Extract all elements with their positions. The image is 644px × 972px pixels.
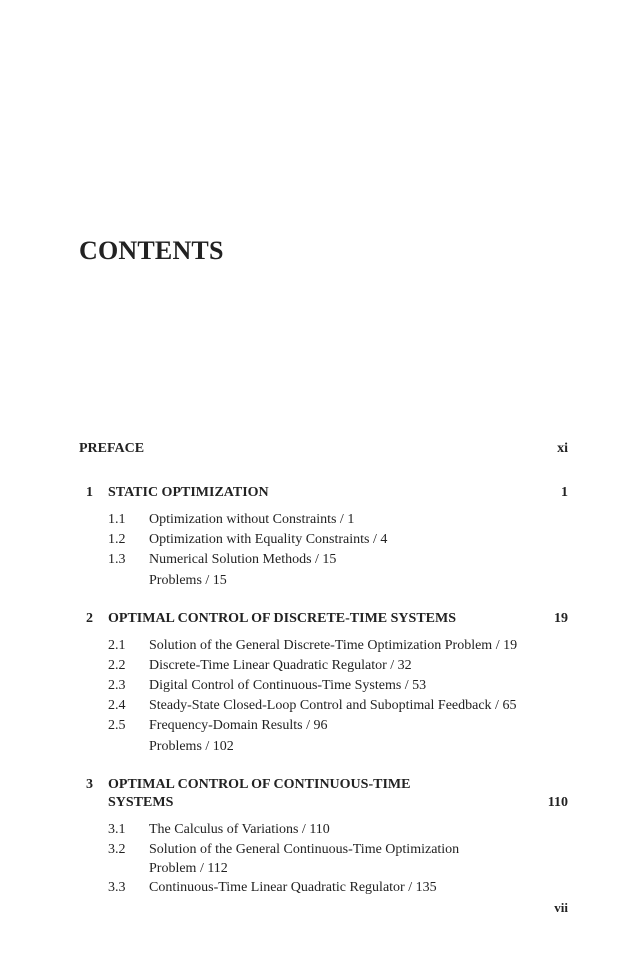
section-title: Frequency-Domain Results / 96 <box>149 718 328 733</box>
preface-entry[interactable] <box>79 439 568 459</box>
chapter-number: 1 <box>86 485 93 500</box>
section-title: Solution of the General Continuous-Time Optimization Problem / 112 <box>149 842 460 876</box>
section-number: 1.3 <box>108 552 126 567</box>
section-number: 2.4 <box>108 698 126 713</box>
chapter-page: 1 <box>561 485 568 500</box>
section-title: Solution of the General Discrete-Time Optimization Problem / 19 <box>149 638 518 653</box>
toc-section-entry[interactable] <box>79 716 568 736</box>
page-title: CONTENTS <box>79 236 224 265</box>
chapter-heading[interactable] <box>79 610 568 628</box>
chapter-page: 19 <box>554 611 568 626</box>
table-of-contents <box>79 439 568 898</box>
section-number: 1.2 <box>108 532 126 547</box>
section-number: 3.1 <box>108 822 126 837</box>
toc-section-entry[interactable] <box>79 676 568 696</box>
chapter-number: 3 <box>86 777 93 792</box>
section-list <box>79 510 568 591</box>
toc-section-entry[interactable] <box>79 840 568 878</box>
toc-section-entry[interactable] <box>79 530 568 550</box>
chapter-1 <box>79 484 568 591</box>
chapter-title: OPTIMAL CONTROL OF CONTINUOUS-TIME SYSTEMS <box>108 777 411 810</box>
section-number: 3.2 <box>108 842 126 857</box>
toc-section-entry[interactable] <box>79 550 568 570</box>
section-title: The Calculus of Variations / 110 <box>149 822 330 837</box>
section-title: Continuous-Time Linear Quadratic Regulator / 135 <box>149 880 437 895</box>
toc-section-entry[interactable] <box>79 878 568 898</box>
preface-page: xi <box>557 441 568 456</box>
chapter-2 <box>79 610 568 757</box>
chapter-title: OPTIMAL CONTROL OF DISCRETE-TIME SYSTEMS <box>108 611 456 626</box>
section-title: Optimization with Equality Constraints / 4 <box>149 532 388 547</box>
chapter-page: 110 <box>547 795 568 810</box>
toc-section-entry[interactable] <box>79 510 568 530</box>
section-list <box>79 820 568 898</box>
toc-section-entry[interactable] <box>79 696 568 716</box>
section-number: 2.3 <box>108 678 126 693</box>
toc-section-entry[interactable] <box>79 636 568 656</box>
toc-section-entry[interactable] <box>79 820 568 840</box>
section-number: 1.1 <box>108 512 126 527</box>
section-number: 3.3 <box>108 880 126 895</box>
section-list <box>79 636 568 757</box>
section-number: 2.2 <box>108 658 126 673</box>
chapter-heading[interactable] <box>79 484 568 502</box>
section-title: Digital Control of Continuous-Time Systems / 53 <box>149 678 427 693</box>
problems-entry[interactable]: Problems / 102 <box>149 739 234 754</box>
section-number: 2.1 <box>108 638 126 653</box>
section-title: Numerical Solution Methods / 15 <box>149 552 337 567</box>
chapter-title: STATIC OPTIMIZATION <box>108 485 269 500</box>
page-number: vii <box>554 900 568 915</box>
toc-section-entry[interactable] <box>79 656 568 676</box>
section-number: 2.5 <box>108 718 126 733</box>
chapter-3 <box>79 776 568 898</box>
section-title: Optimization without Constraints / 1 <box>149 512 355 527</box>
chapter-heading[interactable] <box>79 776 568 812</box>
section-title: Discrete-Time Linear Quadratic Regulator / 32 <box>149 658 412 673</box>
section-title: Steady-State Closed-Loop Control and Suboptimal Feedback / 65 <box>149 698 517 713</box>
chapter-number: 2 <box>86 611 93 626</box>
problems-entry[interactable]: Problems / 15 <box>149 573 227 588</box>
preface-label: PREFACE <box>79 441 145 456</box>
